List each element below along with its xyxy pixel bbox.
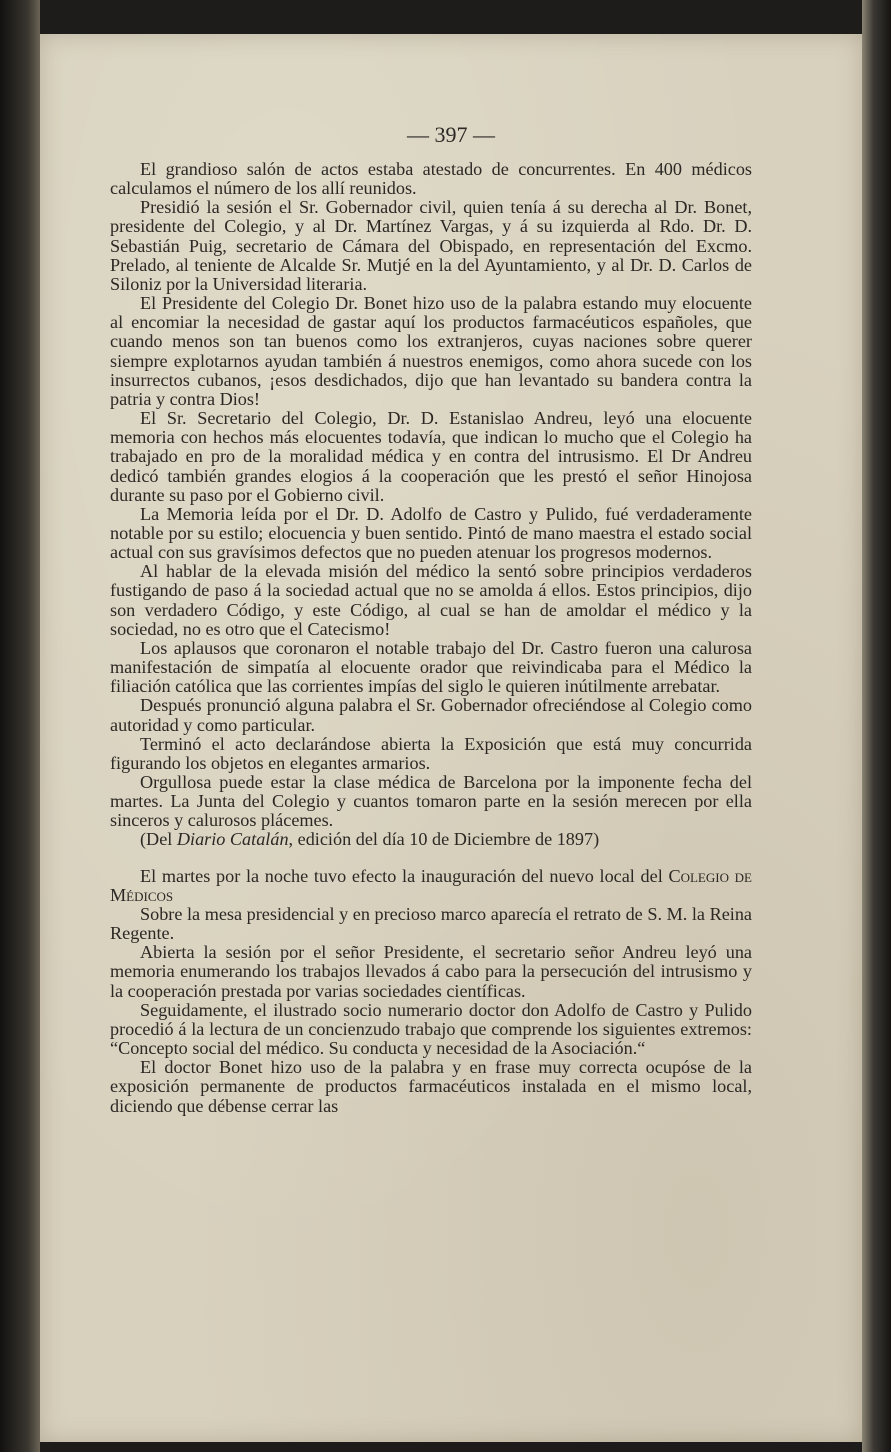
body-text — [110, 160, 752, 1116]
paragraph: El grandioso salón de actos estaba atestado de concurrentes. En 400 médicos calculamos el número de los allí reunidos. — [110, 159, 752, 199]
paragraph: Los aplausos que coronaron el notable trabajo del Dr. Castro fueron una calurosa manifestación de simpatía al elocuente orador que reivindicaba para el Médico la filiación católica que las corrientes impías del siglo le quieren inútilmente arrebatar. — [110, 637, 752, 697]
paragraph: Sobre la mesa presidencial y en precioso marco aparecía el retrato de S. M. la Reina Regente. — [110, 903, 752, 944]
paragraph: Abierta la sesión por el señor Presidente, el secretario señor Andreu leyó una memoria enumerando los trabajos llevados á cabo para la persecución del intrusismo y la cooperación prestada por varias sociedades científicas. — [110, 942, 752, 1001]
paragraph: El Sr. Secretario del Colegio, Dr. D. Estanislao Andreu, leyó una elocuente memoria con hechos más elocuentes todavía, que indican lo mucho que el Colegio ha trabajado en pro de la moralidad médica y en contra del intrusismo. El Dr Andreu dedicó también grandes elogios á la cooperación que les prestó el señor Hinojosa durante su paso por el Gobierno civil. — [110, 408, 752, 505]
paragraph — [110, 867, 752, 905]
paragraph: La Memoria leída por el Dr. D. Adolfo de Castro y Pulido, fué verdaderamente notable por su estilo; elocuencia y buen sentido. Pintó de mano maestra el estado social actual con sus gravísimos defectos que no pueden atenuar los progresos modernos. — [110, 503, 752, 563]
paragraph: Orgullosa puede estar la clase médica de Barcelona por la imponente fecha del martes. La Junta del Colegio y cuantos tomaron parte en la sesión merecen por ella sinceros y calurosos plácemes. — [110, 772, 752, 831]
binding-edge-left — [0, 0, 40, 1452]
paragraph: El Presidente del Colegio Dr. Bonet hizo uso de la palabra estando muy elocuente al encomiar la necesidad de gastar aquí los productos farmacéuticos españoles, que cuando menos son tan buenos como los extranjeros, cuyas naciones sobre querer siempre explotarnos ayudan también á nuestros enemigos, como ahora sucede con los insurrectos cubanos, ¡esos desdichados, dijo que han levantado su bandera contra la patria y contra Dios! — [110, 293, 752, 409]
paragraph: El doctor Bonet hizo uso de la palabra y en frase muy correcta ocupóse de la exposición permanente de productos farmacéuticos instalada en el mismo local, diciendo que débense cerrar las — [110, 1057, 752, 1116]
paragraph-text: El martes por la noche tuvo efecto la inauguración del nuevo local del — [140, 865, 669, 886]
citation-suffix: , edición del día 10 de Diciembre de 1897) — [288, 829, 600, 850]
paragraph: Presidió la sesión el Sr. Gobernador civil, quien tenía á su derecha al Dr. Bonet, presidente del Colegio, y al Dr. Martínez Vargas, y á su izquierda al Rdo. Dr. D. Sebastián Puig, secretario de Cámara del Obispado, en representación del Excmo. Prelado, al teniente de Alcalde Sr. Mutjé en la del Ayuntamiento, y al Dr. D. Carlos de Siloniz por la Universidad literaria. — [110, 197, 752, 294]
citation-source: Diario Catalán — [176, 829, 289, 850]
binding-edge-right — [862, 0, 891, 1452]
paragraph: Al hablar de la elevada misión del médico la sentó sobre principios verdaderos fustigando de paso á la sociedad actual que no se amolda á ellos. Estos principios, dijo son verdadero Código, y este Código, al cual se han de amoldar el médico y la sociedad, no es otro que el Catecismo! — [110, 561, 752, 639]
paragraph: Después pronunció alguna palabra el Sr. Gobernador ofreciéndose al Colegio como autoridad y como particular. — [110, 695, 752, 735]
citation — [110, 830, 752, 849]
institution-name: Colegio de Médicos — [110, 865, 752, 905]
document-page — [40, 34, 862, 1442]
paragraph: Seguidamente, el ilustrado socio numerario doctor don Adolfo de Castro y Pulido procedió á la lectura de un concienzudo trabajo que comprende los siguientes extremos: “Concepto social del médico. Su conducta y necesidad de la Asociación.“ — [110, 999, 752, 1059]
paragraph: Terminó el acto declarándose abierta la Exposición que está muy concurrida figurando los objetos en elegantes armarios. — [110, 733, 752, 773]
page-number: — 397 — — [407, 122, 495, 147]
citation-prefix: (Del — [140, 829, 177, 850]
